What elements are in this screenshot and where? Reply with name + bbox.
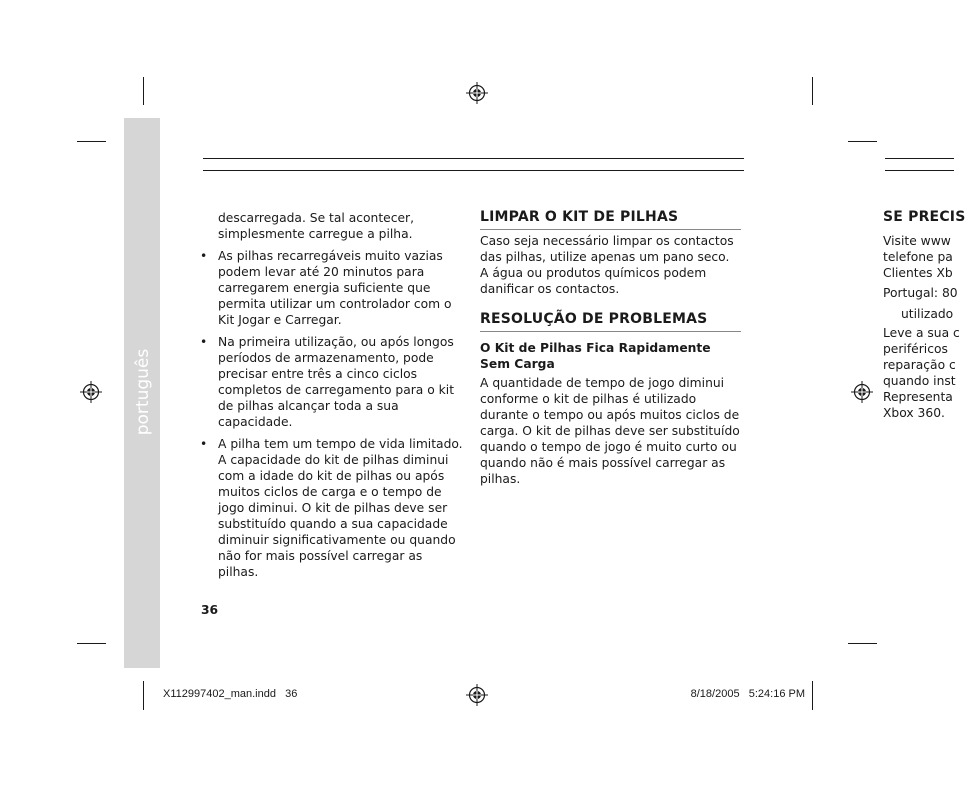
subsection-heading: O Kit de Pilhas Fica Rapidamente Sem Carga	[480, 341, 711, 371]
list-item: • Na primeira utilização, ou após longos períodos de armazenamento, pode precisar entre três a cinco ciclos completos de carregamento para o kit de pilhas alcançar toda a sua capacidade.	[199, 334, 464, 430]
crop-mark	[77, 141, 106, 142]
page-number: 36	[201, 603, 219, 617]
text-line: utilizado	[901, 307, 954, 321]
registration-mark-icon	[851, 381, 873, 403]
registration-mark-icon	[466, 82, 488, 104]
crop-mark	[848, 643, 877, 644]
section-heading-help: SE PRECIS	[883, 209, 966, 225]
portugal-phone-line: Portugal: 80	[883, 286, 958, 300]
text-line: quando inst	[883, 374, 956, 388]
text-line: periféricos	[883, 342, 948, 356]
sidebar-language-label: português	[133, 348, 153, 436]
text-line: telefone pa	[883, 250, 953, 264]
crop-mark	[848, 141, 877, 142]
crop-mark	[77, 643, 106, 644]
bullet-list	[199, 248, 464, 580]
text-line: Xbox 360.	[883, 406, 945, 420]
crop-mark	[143, 681, 144, 710]
list-item: • As pilhas recarregáveis muito vazias podem levar até 20 minutos para carregarem energia suficiente que permita utilizar um controlador com o Kit Jogar e Carregar.	[199, 248, 464, 328]
text-line: Clientes Xb	[883, 266, 953, 280]
left-column	[199, 210, 464, 580]
header-rule-top	[885, 158, 954, 159]
header-rule-bottom	[203, 170, 744, 171]
middle-column	[480, 208, 741, 487]
crop-mark	[812, 77, 813, 105]
section-heading-cleaning: LIMPAR O KIT DE PILHAS	[480, 208, 741, 230]
continuation-paragraph: descarregada. Se tal acontecer, simplesmente carregue a pilha.	[218, 211, 415, 241]
troubleshooting-paragraph: A quantidade de tempo de jogo diminui conforme o kit de pilhas é utilizado durante o tempo ou após muitos ciclos de carga. O kit de pilhas deve ser substituído quando o tempo de jogo é muito curto ou quando não é mais possível carregar as pilhas.	[480, 376, 740, 486]
text-line: reparação c	[883, 358, 956, 372]
right-column	[883, 208, 966, 421]
slug-timestamp: 8/18/2005 5:24:16 PM	[690, 688, 805, 700]
cleaning-paragraph: Caso seja necessário limpar os contactos das pilhas, utilize apenas um pano seco. A água ou produtos químicos podem danificar os contactos.	[480, 234, 734, 296]
list-item: • A pilha tem um tempo de vida limitado. A capacidade do kit de pilhas diminui com a idade do kit de pilhas ou após muitos ciclos de carga e o tempo de jogo diminui. O kit de pilhas deve ser substituído quando a sua capacidade diminuir significativamente ou quando não for mais possível carregar as pilhas.	[199, 436, 464, 580]
section-heading-troubleshooting: RESOLUÇÃO DE PROBLEMAS	[480, 310, 741, 332]
text-line: Representa	[883, 390, 953, 404]
text-line: Leve a sua c	[883, 326, 960, 340]
header-rule-top	[203, 158, 744, 159]
crop-mark	[812, 681, 813, 710]
registration-mark-icon	[80, 381, 102, 403]
slug-filename: X112997402_man.indd 36	[163, 688, 298, 700]
header-rule-bottom	[885, 170, 954, 171]
text-line: Visite www	[883, 234, 951, 248]
crop-mark	[143, 77, 144, 105]
registration-mark-icon	[466, 684, 488, 706]
